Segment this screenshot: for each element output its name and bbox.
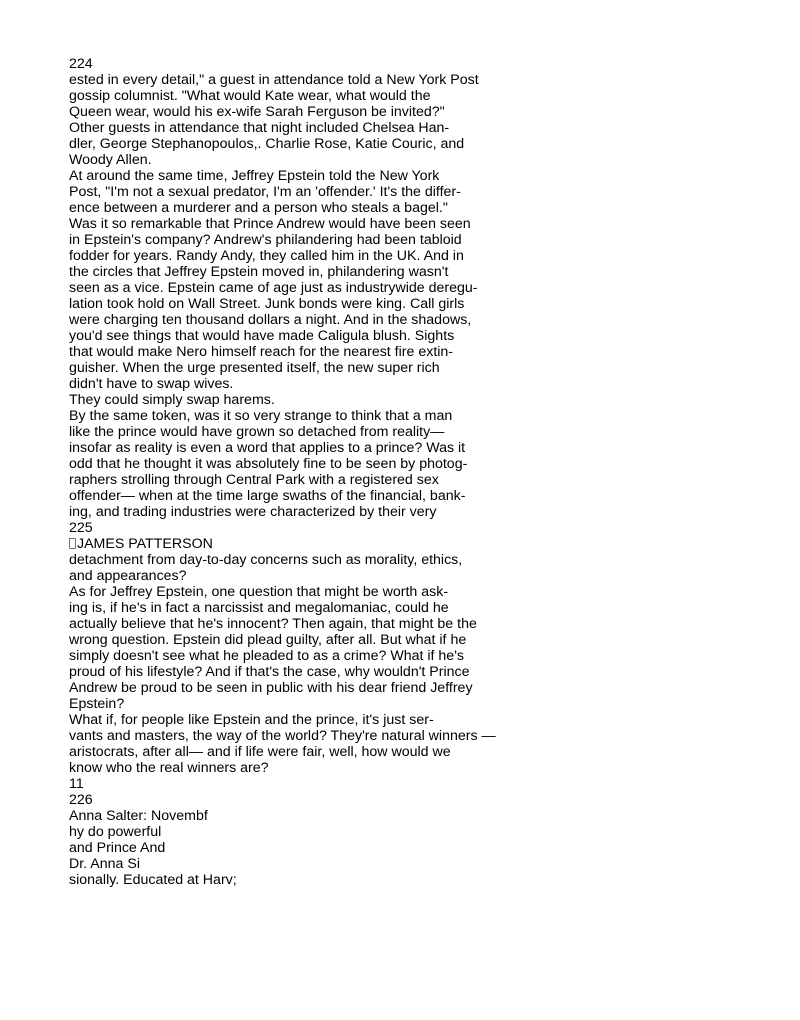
text-line: aristocrats, after all— and if life were fair, well, how would we bbox=[69, 744, 451, 760]
document-page bbox=[69, 56, 769, 888]
text-line: gossip columnist. "What would Kate wear, what would the bbox=[69, 88, 431, 104]
text-line: hy do powerful bbox=[69, 824, 162, 840]
text-line: What if, for people like Epstein and the prince, it's just ser- bbox=[69, 712, 434, 728]
running-header bbox=[69, 536, 769, 552]
text-line: They could simply swap harems. bbox=[69, 392, 275, 408]
page-number: 225 bbox=[69, 520, 93, 536]
text-line: fodder for years. Randy Andy, they called him in the UK. And in bbox=[69, 248, 464, 264]
text-line: vants and masters, the way of the world? They're natural winners — bbox=[69, 728, 496, 744]
text-line: insofar as reality is even a word that applies to a prince? Was it bbox=[69, 440, 466, 456]
text-line: ing, and trading industries were characterized by their very bbox=[69, 504, 437, 520]
text-line: and appearances? bbox=[69, 568, 187, 584]
text-line: lation took hold on Wall Street. Junk bonds were king. Call girls bbox=[69, 296, 465, 312]
text-line: Woody Allen. bbox=[69, 152, 152, 168]
text-line: that would make Nero himself reach for the nearest fire extin- bbox=[69, 344, 454, 360]
text-line: Queen wear, would his ex-wife Sarah Ferguson be invited?" bbox=[69, 104, 445, 120]
text-line: seen as a vice. Epstein came of age just as industrywide deregu- bbox=[69, 280, 478, 296]
text-line: As for Jeffrey Epstein, one question that might be worth ask- bbox=[69, 584, 449, 600]
text-line: Other guests in attendance that night included Chelsea Han- bbox=[69, 120, 450, 136]
text-line: odd that he thought it was absolutely fine to be seen by photog- bbox=[69, 456, 468, 472]
text-line: Andrew be proud to be seen in public with his dear friend Jeffrey bbox=[69, 680, 473, 696]
text-line: ence between a murderer and a person who steals a bagel." bbox=[69, 200, 448, 216]
text-line: in Epstein's company? Andrew's philandering had been tabloid bbox=[69, 232, 462, 248]
text-line: At around the same time, Jeffrey Epstein told the New York bbox=[69, 168, 440, 184]
text-line: simply doesn't see what he pleaded to as a crime? What if he's bbox=[69, 648, 464, 664]
text-line: and Prince And bbox=[69, 840, 166, 856]
text-line: sionally. Educated at Harv; bbox=[69, 872, 237, 888]
text-line: actually believe that he's innocent? Then again, that might be the bbox=[69, 616, 477, 632]
running-header-text: JAMES PATTERSON bbox=[77, 536, 213, 552]
text-line: know who the real winners are? bbox=[69, 760, 269, 776]
text-line: the circles that Jeffrey Epstein moved in, philandering wasn't bbox=[69, 264, 449, 280]
page-number: 224 bbox=[69, 56, 93, 72]
text-line: you'd see things that would have made Caligula blush. Sights bbox=[69, 328, 455, 344]
text-line: raphers strolling through Central Park with a registered sex bbox=[69, 472, 439, 488]
chapter-heading: Anna Salter: Novembf bbox=[69, 808, 208, 824]
text-line: guisher. When the urge presented itself, the new super rich bbox=[69, 360, 440, 376]
text-line: ested in every detail," a guest in attendance told a New York Post bbox=[69, 72, 479, 88]
text-line: proud of his lifestyle? And if that's the case, why wouldn't Prince bbox=[69, 664, 470, 680]
text-line: dler, George Stephanopoulos,. Charlie Rose, Katie Couric, and bbox=[69, 136, 465, 152]
text-line: By the same token, was it so very strange to think that a man bbox=[69, 408, 453, 424]
text-line: Was it so remarkable that Prince Andrew would have been seen bbox=[69, 216, 471, 232]
text-line: Post, "I'm not a sexual predator, I'm an 'offender.' It's the differ- bbox=[69, 184, 461, 200]
text-line: ing is, if he's in fact a narcissist and megalomaniac, could he bbox=[69, 600, 449, 616]
text-line: were charging ten thousand dollars a night. And in the shadows, bbox=[69, 312, 472, 328]
chapter-number: 11 bbox=[69, 776, 84, 792]
text-line: like the prince would have grown so detached from reality— bbox=[69, 424, 445, 440]
text-line: didn't have to swap wives. bbox=[69, 376, 234, 392]
text-line: Epstein? bbox=[69, 696, 125, 712]
text-line: wrong question. Epstein did plead guilty, after all. But what if he bbox=[69, 632, 467, 648]
page-number: 226 bbox=[69, 792, 93, 808]
text-line: Dr. Anna Si bbox=[69, 856, 140, 872]
text-line: offender— when at the time large swaths of the financial, bank- bbox=[69, 488, 466, 504]
missing-glyph-icon bbox=[69, 538, 76, 549]
text-line: detachment from day-to-day concerns such as morality, ethics, bbox=[69, 552, 463, 568]
